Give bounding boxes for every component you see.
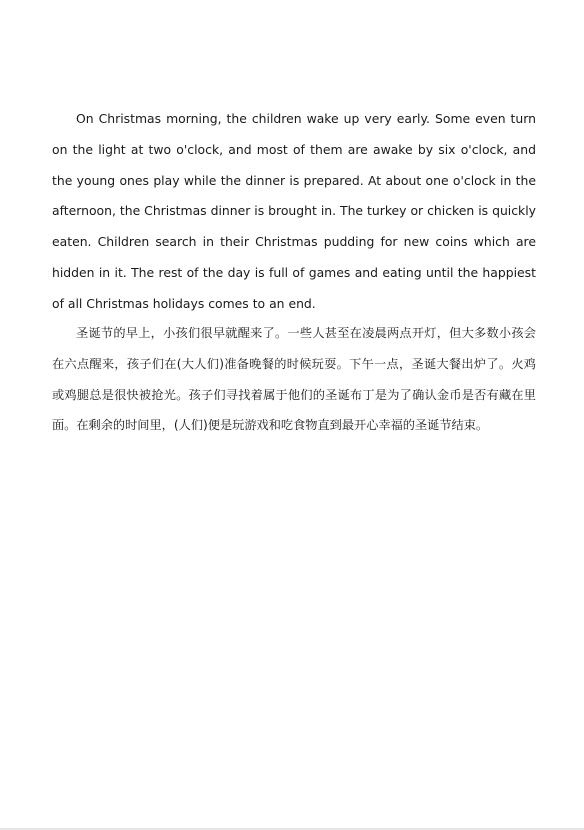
english-paragraph: On Christmas morning, the children wake up very early. Some even turn on the light at two o'clock, and most of them are awake by six o'clock, and the young ones play while the dinner is prepared. At about one o'clock in the afternoon, the Christmas dinner is brought in. The turkey or chicken is quickly eaten. Children search in their Christmas pudding for new coins which are hidden in it. The rest of the day is full of games and eating until the happiest of all Christmas holidays comes to an end. — [52, 111, 536, 311]
chinese-paragraph: 圣诞节的早上，小孩们很早就醒来了。一些人甚至在凌晨两点开灯，但大多数小孩会在六点醒来，孩子们在(大人们)准备晚餐的时候玩耍。下午一点，圣诞大餐出炉了。火鸡或鸡腿总是很快被抢光。孩子们寻找着属于他们的圣诞布丁是为了确认金币是否有藏在里面。在剩余的时间里，(人们)便是玩游戏和吃食物直到最开心幸福的圣诞节结束。 — [52, 326, 536, 433]
